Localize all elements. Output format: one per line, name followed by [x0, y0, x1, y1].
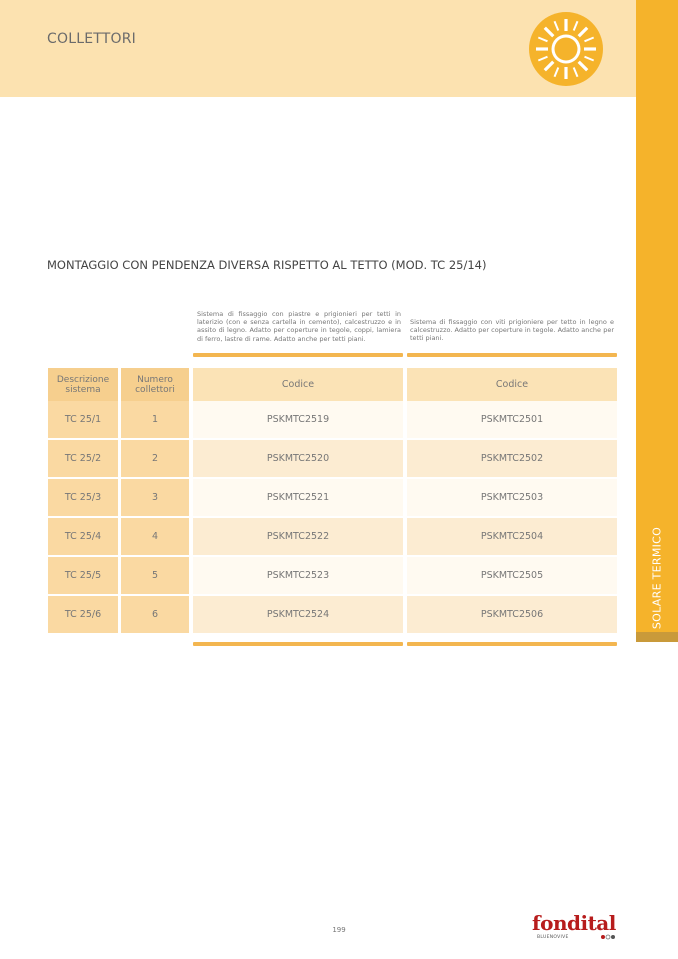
column-a-bottom-bar — [193, 642, 403, 646]
table-row-count: 3 — [121, 479, 189, 516]
header-code-b: Codice — [407, 368, 617, 401]
table-row-system: TC 25/4 — [48, 518, 118, 555]
header-code-a: Codice — [193, 368, 403, 401]
table-row-system: TC 25/3 — [48, 479, 118, 516]
table-row-code-b: PSKMTC2503 — [407, 479, 617, 516]
brand-logo: fondital — [532, 911, 616, 935]
table-row-code-b: PSKMTC2504 — [407, 518, 617, 555]
table-row-code-b: PSKMTC2505 — [407, 557, 617, 594]
column-b-bottom-bar — [407, 642, 617, 646]
table-row-count: 5 — [121, 557, 189, 594]
side-tab-edge — [636, 632, 678, 642]
page-header — [0, 0, 636, 97]
sun-icon — [528, 11, 604, 87]
table-row-count: 6 — [121, 596, 189, 633]
description-system-a: Sistema di fissaggio con piastre e prigionieri per tetti in laterizio (con e senza cartella in cemento), calcestruzzo e in assito di legno. Adatto per coperture in tegole, coppi, lamiera di ferro, lastre di rame. Adatto anche per tetti piani. — [197, 310, 401, 343]
header-description: Descrizione sistema — [48, 368, 118, 401]
header-count: Numero collettori — [121, 368, 189, 401]
side-tab-label: SOLARE TERMICO — [650, 526, 664, 630]
column-a-top-bar — [193, 353, 403, 357]
page-number: 199 — [332, 926, 346, 934]
table-row-code-a: PSKMTC2520 — [193, 440, 403, 477]
brand-tagline: BLUENOVIVE — [537, 935, 569, 940]
description-system-b: Sistema di fissaggio con viti prigioniere per tetto in legno e calcestruzzo. Adatto per coperture in tegole. Adatto anche per tetti piani. — [410, 318, 614, 343]
table-row-count: 4 — [121, 518, 189, 555]
brand-dots-icon — [600, 934, 616, 940]
table-row-system: TC 25/5 — [48, 557, 118, 594]
table-row-code-b: PSKMTC2501 — [407, 401, 617, 438]
table-row-code-a: PSKMTC2522 — [193, 518, 403, 555]
section-title: MONTAGGIO CON PENDENZA DIVERSA RISPETTO AL TETTO (MOD. TC 25/14) — [47, 258, 487, 272]
table-row-code-a: PSKMTC2524 — [193, 596, 403, 633]
table-row-code-b: PSKMTC2502 — [407, 440, 617, 477]
table-row-system: TC 25/2 — [48, 440, 118, 477]
column-b-top-bar — [407, 353, 617, 357]
header-title: COLLETTORI — [47, 31, 136, 47]
table-row-count: 2 — [121, 440, 189, 477]
table-row-system: TC 25/1 — [48, 401, 118, 438]
table-row-code-a: PSKMTC2523 — [193, 557, 403, 594]
table-row-code-a: PSKMTC2521 — [193, 479, 403, 516]
table-row-code-b: PSKMTC2506 — [407, 596, 617, 633]
table-row-count: 1 — [121, 401, 189, 438]
table-row-code-a: PSKMTC2519 — [193, 401, 403, 438]
table-row-system: TC 25/6 — [48, 596, 118, 633]
